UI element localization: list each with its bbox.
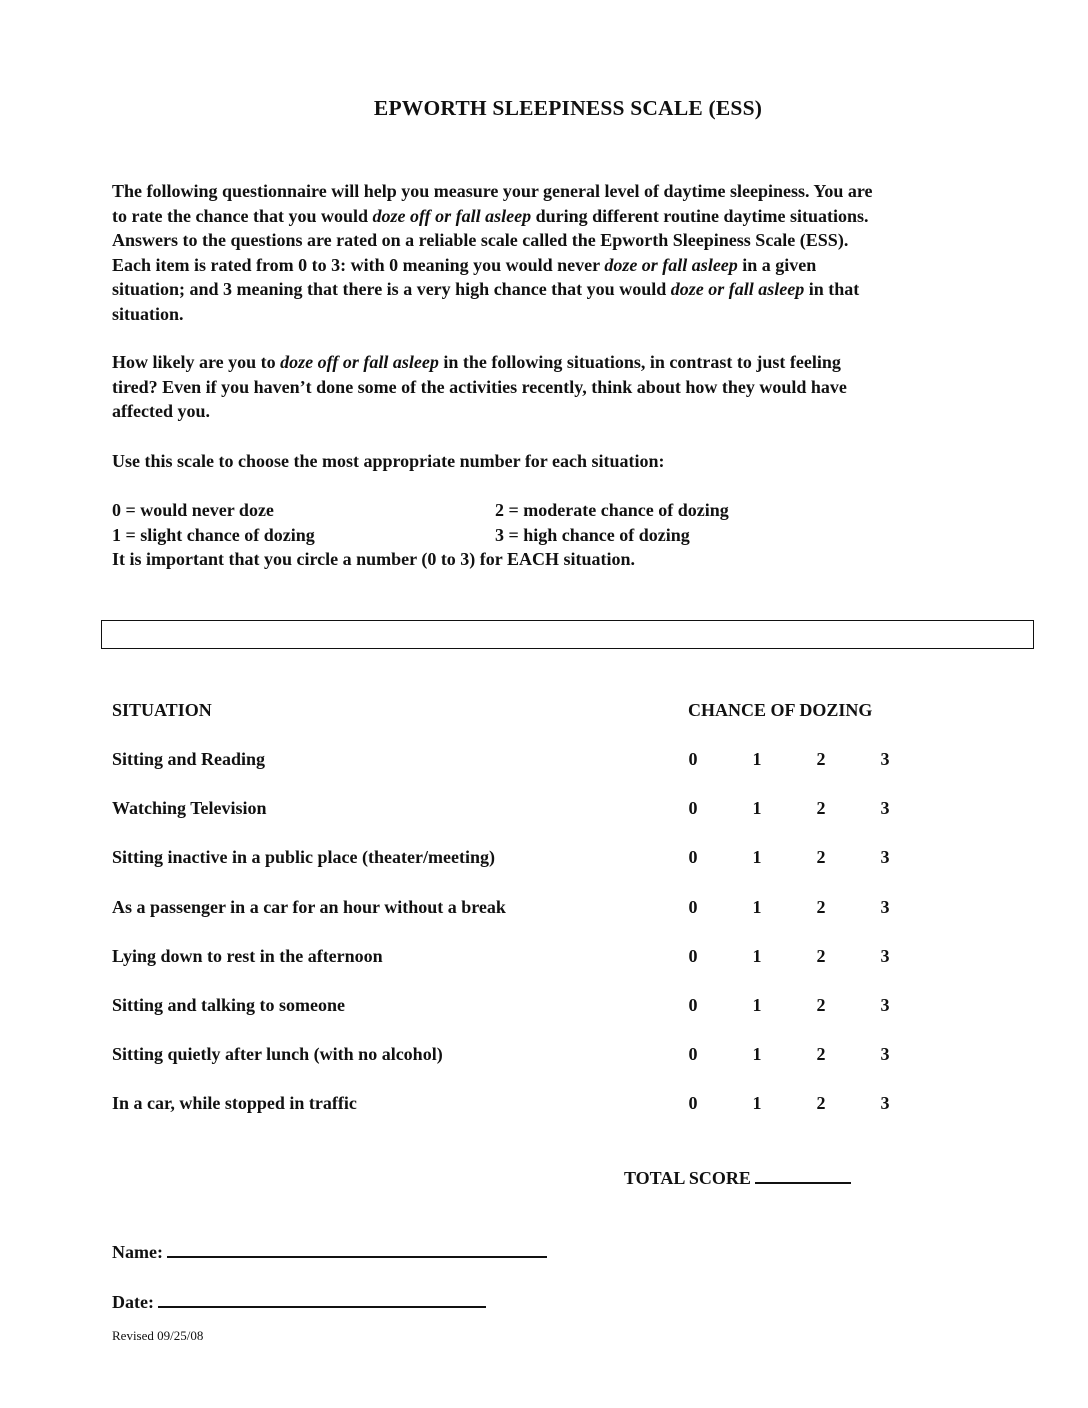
dozing-option-0[interactable]: 0 (688, 749, 698, 769)
date-blank[interactable] (158, 1290, 486, 1308)
intro-paragraph (112, 179, 1032, 327)
dozing-option-1[interactable]: 1 (752, 1093, 762, 1114)
dozing-option-0[interactable]: 0 (688, 995, 698, 1015)
dozing-option-0[interactable]: 0 (688, 1044, 698, 1065)
dozing-option-0[interactable]: 0 (688, 847, 698, 868)
intro-line: to rate the chance that you would doze off or fall asleep during different routine daytime situations. (112, 205, 869, 226)
dozing-option-1[interactable]: 1 (752, 798, 762, 819)
dozing-option-2[interactable]: 2 (816, 896, 826, 917)
table-row (112, 749, 912, 775)
scale-item-1: 1 = slight chance of dozing (112, 525, 315, 545)
dozing-option-1[interactable]: 1 (752, 1044, 762, 1065)
dozing-option-0[interactable]: 0 (688, 1093, 698, 1114)
empty-box (101, 620, 1034, 649)
situation-label: In a car, while stopped in traffic (112, 1093, 357, 1114)
situation-label: Sitting inactive in a public place (theater/meeting) (112, 847, 495, 868)
intro-line: The following questionnaire will help you measure your general level of daytime sleepiness. You are (112, 181, 873, 201)
dozing-option-2[interactable]: 2 (816, 1044, 826, 1065)
dozing-option-3[interactable]: 3 (880, 798, 890, 819)
scale-item-0: 0 = would never doze (112, 500, 274, 520)
question-line: affected you. (112, 401, 210, 422)
revision-date: Revised 09/25/08 (112, 1328, 204, 1343)
scale-item-2: 2 = moderate chance of dozing (495, 500, 729, 520)
table-row (112, 897, 912, 923)
name-label: Name: (112, 1242, 163, 1262)
table-row (112, 995, 912, 1021)
scale-instruction: Use this scale to choose the most appropriate number for each situation: (112, 451, 665, 471)
intro-line: Answers to the questions are rated on a reliable scale called the Epworth Sleepiness Scale (ESS). (112, 230, 849, 251)
table-row (112, 847, 912, 873)
table-row (112, 1093, 912, 1119)
scale-item-3: 3 = high chance of dozing (495, 525, 690, 545)
dozing-option-0[interactable]: 0 (688, 896, 698, 917)
dozing-option-1[interactable]: 1 (752, 847, 762, 868)
table-row (112, 798, 912, 824)
situation-label: Lying down to rest in the afternoon (112, 945, 383, 966)
situation-label: Sitting quietly after lunch (with no alcohol) (112, 1044, 443, 1065)
situation-header: SITUATION (112, 700, 212, 720)
dozing-option-3[interactable]: 3 (880, 847, 890, 868)
intro-line: Each item is rated from 0 to 3: with 0 meaning you would never doze or fall asleep in a given (112, 254, 817, 275)
dozing-option-2[interactable]: 2 (816, 1093, 826, 1114)
question-line: tired? Even if you haven’t done some of the activities recently, think about how they would have (112, 376, 847, 397)
dozing-option-0[interactable]: 0 (688, 798, 698, 819)
dozing-option-3[interactable]: 3 (880, 1093, 890, 1114)
question-line: How likely are you to doze off or fall asleep in the following situations, in contrast to just feeling (112, 352, 841, 372)
table-row (112, 1044, 912, 1070)
dozing-option-3[interactable]: 3 (880, 749, 890, 769)
dozing-option-3[interactable]: 3 (880, 1044, 890, 1065)
dozing-option-0[interactable]: 0 (688, 945, 698, 966)
dozing-option-2[interactable]: 2 (816, 847, 826, 868)
dozing-option-3[interactable]: 3 (880, 896, 890, 917)
question-paragraph (112, 350, 1032, 424)
name-blank[interactable] (167, 1240, 547, 1258)
situation-label: As a passenger in a car for an hour without a break (112, 896, 506, 917)
chance-header: CHANCE OF DOZING (688, 700, 873, 720)
total-score (624, 1166, 851, 1189)
intro-line: situation. (112, 303, 184, 324)
total-score-blank[interactable] (755, 1166, 851, 1184)
name-field (112, 1240, 547, 1263)
dozing-option-2[interactable]: 2 (816, 749, 826, 769)
dozing-option-1[interactable]: 1 (752, 896, 762, 917)
dozing-option-2[interactable]: 2 (816, 995, 826, 1015)
dozing-option-1[interactable]: 1 (752, 749, 762, 769)
dozing-option-3[interactable]: 3 (880, 995, 890, 1015)
dozing-option-1[interactable]: 1 (752, 945, 762, 966)
total-score-label: TOTAL SCORE (624, 1168, 751, 1188)
intro-line: situation; and 3 meaning that there is a very high chance that you would doze or fall asleep in that (112, 279, 860, 300)
dozing-option-2[interactable]: 2 (816, 798, 826, 819)
important-note: It is important that you circle a number (0 to 3) for EACH situation. (112, 549, 635, 569)
date-label: Date: (112, 1292, 154, 1312)
situation-label: Watching Television (112, 798, 267, 819)
situation-label: Sitting and talking to someone (112, 995, 346, 1015)
dozing-option-3[interactable]: 3 (880, 945, 890, 966)
dozing-option-1[interactable]: 1 (752, 995, 762, 1015)
table-row (112, 946, 912, 972)
page-title: EPWORTH SLEEPINESS SCALE (ESS) (373, 96, 763, 120)
situation-label: Sitting and Reading (112, 749, 266, 769)
date-field (112, 1290, 486, 1313)
dozing-option-2[interactable]: 2 (816, 945, 826, 966)
